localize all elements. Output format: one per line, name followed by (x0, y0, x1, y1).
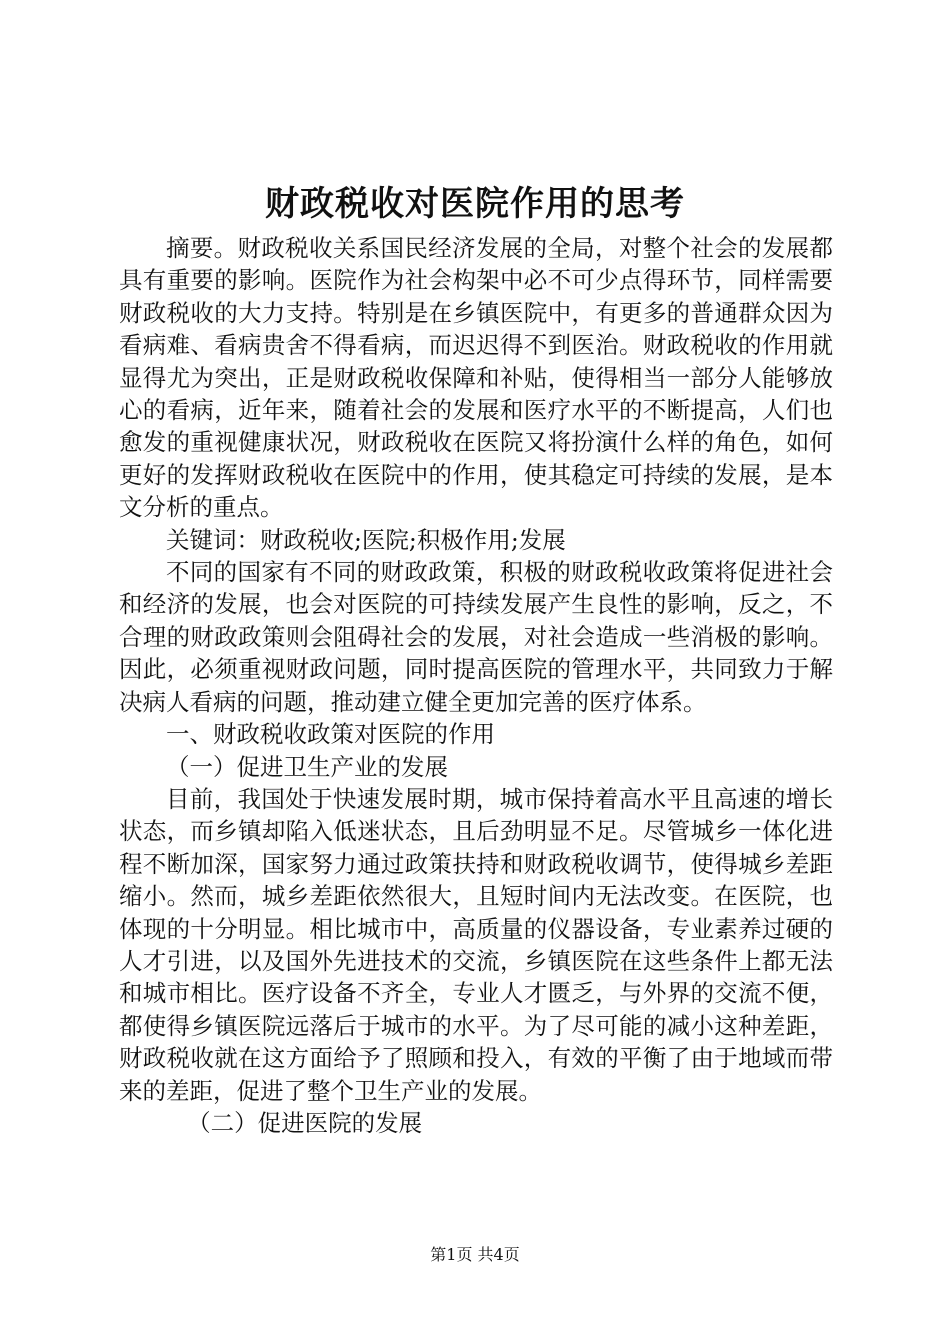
document-body (119, 232, 833, 1139)
subsection-heading: （二）促进医院的发展 (187, 1108, 423, 1137)
body-paragraph: 目前，我国处于快速发展时期，城市保持着高水平且高速的增长状态，而乡镇却陷入低迷状态，且后劲明显不足。尽管城乡一体化进程不断加深，国家努力通过政策扶持和财政税收调节，使得城乡差距缩小。然而，城乡差距依然很大，且短时间内无法改变。在医院，也体现的十分明显。相比城市中，高质量的仪器设备，专业素养过硬的人才引进，以及国外先进技术的交流，乡镇医院在这些条件上都无法和城市相比。医疗设备不齐全，专业人才匮乏，与外界的交流不便，都使得乡镇医院远落后于城市的水平。为了尽可能的减小这种差距，财政税收就在这方面给予了照顾和投入，有效的平衡了由于地域而带来的差距，促进了整个卫生产业的发展。 (119, 784, 833, 1105)
page-footer: 第1页 共4页 (430, 1245, 520, 1264)
section-heading: 一、财政税收政策对医院的作用 (166, 720, 495, 749)
keywords-line: 关键词：财政税收;医院;积极作用;发展 (166, 525, 566, 554)
subsection-heading: （一）促进卫生产业的发展 (166, 752, 448, 781)
document-title: 财政税收对医院作用的思考 (265, 184, 685, 224)
abstract-paragraph: 摘要。财政税收关系国民经济发展的全局，对整个社会的发展都具有重要的影响。医院作为社会构架中必不可少点得环节，同样需要财政税收的大力支持。特别是在乡镇医院中，有更多的普通群众因为看病难、看病贵舍不得看病，而迟迟得不到医治。财政税收的作用就显得尤为突出，正是财政税收保障和补贴，使得相当一部分人能够放心的看病，近年来，随着社会的发展和医疗水平的不断提高，人们也愈发的重视健康状况，财政税收在医院又将扮演什么样的角色，如何更好的发挥财政税收在医院中的作用，使其稳定可持续的发展，是本文分析的重点。 (119, 234, 833, 522)
intro-paragraph: 不同的国家有不同的财政政策，积极的财政税收政策将促进社会和经济的发展，也会对医院的可持续发展产生良性的影响，反之，不合理的财政政策则会阻碍社会的发展，对社会造成一些消极的影响。因此，必须重视财政问题，同时提高医院的管理水平，共同致力于解决病人看病的问题，推动建立健全更加完善的医疗体系。 (119, 558, 833, 716)
